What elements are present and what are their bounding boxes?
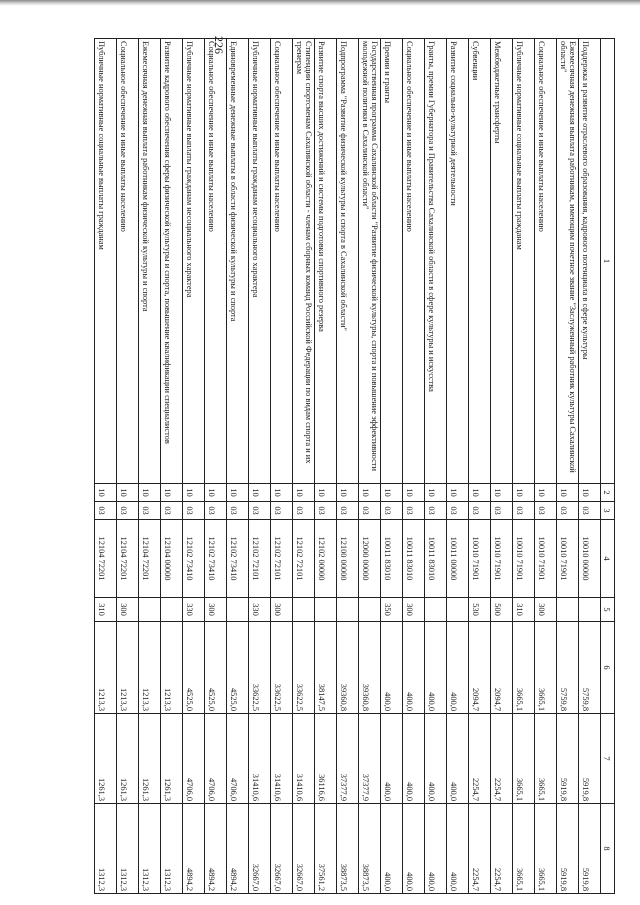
amount-col8: 32667,0 (249, 804, 271, 894)
expense-type-code (447, 598, 469, 622)
amount-col8: 1312,3 (95, 804, 117, 894)
expense-type-code (425, 598, 447, 622)
expense-type-code (359, 598, 381, 622)
amount-col7: 1261,3 (161, 714, 183, 804)
expense-type-code: 500 (491, 598, 513, 622)
table-row (403, 39, 425, 894)
target-article-code: 12102 72101 (293, 520, 315, 598)
table-row (139, 39, 161, 894)
target-article-code: 12102 73410 (205, 520, 227, 598)
expense-type-code: 300 (117, 598, 139, 622)
row-name: Подпрограмма "Развитие физической культуры и спорта в Сахалинской области" (337, 39, 359, 484)
target-article-code: 10010 71901 (557, 520, 579, 598)
table-row (95, 39, 117, 894)
target-article-code: 12104 72201 (95, 520, 117, 598)
amount-col6: 2094,7 (469, 622, 491, 714)
row-name: Развитие кадрового обеспечения сферы физической культуры и спорта, повышение квалификации специалистов (161, 39, 183, 484)
row-name: Ежемесячная денежная выплата работникам физической культуры и спорта (139, 39, 161, 484)
amount-col6: 400,0 (425, 622, 447, 714)
table-row (491, 39, 513, 894)
expense-type-code (315, 598, 337, 622)
section-code: 10 (425, 484, 447, 502)
amount-col7: 4706,0 (227, 714, 249, 804)
subsection-code: 03 (403, 502, 425, 520)
section-code: 10 (579, 484, 601, 502)
section-code: 10 (513, 484, 535, 502)
amount-col6: 1213,3 (117, 622, 139, 714)
row-name: Премии и гранты (381, 39, 403, 484)
amount-col8: 5919,8 (557, 804, 579, 894)
row-name: Развитие социально-культурной деятельности (447, 39, 469, 484)
row-name: Публичные нормативные выплаты гражданам несоциального характера (183, 39, 205, 484)
amount-col7: 4706,0 (183, 714, 205, 804)
row-name: Субвенции (469, 39, 491, 484)
row-name: Ежемесячная денежная выплата работникам, имеющим почетное звание "Заслуженный работник культуры Сахалинской области" (557, 39, 579, 484)
table-body (95, 39, 601, 894)
col-header: 2 (601, 484, 615, 502)
target-article-code: 12102 00000 (315, 520, 337, 598)
subsection-code: 03 (95, 502, 117, 520)
table-row (447, 39, 469, 894)
amount-col8: 4894,2 (205, 804, 227, 894)
col-header: 8 (601, 804, 615, 894)
section-code: 10 (315, 484, 337, 502)
col-header: 1 (601, 39, 615, 484)
amount-col7: 5919,8 (557, 714, 579, 804)
amount-col8: 400,0 (425, 804, 447, 894)
expense-type-code: 310 (513, 598, 535, 622)
row-name: Публичные нормативные выплаты гражданам несоциального характера (249, 39, 271, 484)
amount-col8: 38873,5 (359, 804, 381, 894)
amount-col7: 2254,7 (491, 714, 513, 804)
amount-col7: 400,0 (403, 714, 425, 804)
amount-col6: 1213,3 (161, 622, 183, 714)
amount-col6: 1213,3 (95, 622, 117, 714)
target-article-code: 12100 00000 (337, 520, 359, 598)
section-code: 10 (161, 484, 183, 502)
col-header: 3 (601, 502, 615, 520)
budget-table (94, 38, 615, 894)
target-article-code: 10010 71901 (513, 520, 535, 598)
amount-col6: 400,0 (403, 622, 425, 714)
subsection-code: 03 (425, 502, 447, 520)
amount-col7: 400,0 (425, 714, 447, 804)
target-article-code: 10010 71901 (469, 520, 491, 598)
amount-col8: 1312,3 (117, 804, 139, 894)
target-article-code: 10011 83010 (381, 520, 403, 598)
section-code: 10 (403, 484, 425, 502)
amount-col8: 4894,2 (227, 804, 249, 894)
expense-type-code: 300 (271, 598, 293, 622)
amount-col8: 32667,0 (271, 804, 293, 894)
section-code: 10 (557, 484, 579, 502)
section-code: 10 (227, 484, 249, 502)
row-name: Государственная программа Сахалинской области "Развитие физической культуры, спорта и повышение эффективности молодежной политики в Сахалинской области" (359, 39, 381, 484)
amount-col6: 3665,1 (513, 622, 535, 714)
section-code: 10 (359, 484, 381, 502)
amount-col7: 1261,3 (139, 714, 161, 804)
amount-col7: 37377,9 (337, 714, 359, 804)
row-name: Публичные нормативные социальные выплаты гражданам (95, 39, 117, 484)
subsection-code: 03 (117, 502, 139, 520)
subsection-code: 03 (271, 502, 293, 520)
amount-col7: 4706,0 (205, 714, 227, 804)
amount-col6: 3665,1 (535, 622, 557, 714)
table-row (579, 39, 601, 894)
section-code: 10 (95, 484, 117, 502)
expense-type-code (579, 598, 601, 622)
expense-type-code: 300 (535, 598, 557, 622)
amount-col6: 400,0 (447, 622, 469, 714)
scan-edge (0, 0, 640, 6)
amount-col6: 4525,0 (227, 622, 249, 714)
amount-col7: 1261,3 (95, 714, 117, 804)
expense-type-code (139, 598, 161, 622)
subsection-code: 03 (557, 502, 579, 520)
amount-col8: 2254,7 (469, 804, 491, 894)
target-article-code: 10010 71901 (491, 520, 513, 598)
amount-col6: 38147,5 (315, 622, 337, 714)
section-code: 10 (293, 484, 315, 502)
amount-col7: 36116,6 (315, 714, 337, 804)
amount-col6: 33622,5 (249, 622, 271, 714)
row-name: Публичные нормативные социальные выплаты гражданам (513, 39, 535, 484)
subsection-code: 03 (183, 502, 205, 520)
target-article-code: 12102 73410 (183, 520, 205, 598)
section-code: 10 (117, 484, 139, 502)
row-name: Социальное обеспечение и иные выплаты населению (271, 39, 293, 484)
subsection-code: 03 (293, 502, 315, 520)
amount-col6: 39360,8 (359, 622, 381, 714)
expense-type-code: 310 (95, 598, 117, 622)
header-row (601, 39, 615, 894)
expense-type-code (293, 598, 315, 622)
subsection-code: 03 (249, 502, 271, 520)
table-row (469, 39, 491, 894)
amount-col7: 400,0 (447, 714, 469, 804)
expense-type-code (557, 598, 579, 622)
subsection-code: 03 (491, 502, 513, 520)
amount-col6: 400,0 (381, 622, 403, 714)
section-code: 10 (249, 484, 271, 502)
amount-col6: 2094,7 (491, 622, 513, 714)
table-row (425, 39, 447, 894)
table-row (249, 39, 271, 894)
amount-col8: 400,0 (381, 804, 403, 894)
target-article-code: 12102 72101 (271, 520, 293, 598)
amount-col8: 400,0 (403, 804, 425, 894)
section-code: 10 (535, 484, 557, 502)
expense-type-code: 350 (381, 598, 403, 622)
table-row (337, 39, 359, 894)
amount-col6: 1213,3 (139, 622, 161, 714)
amount-col8: 2254,7 (491, 804, 513, 894)
rotated-page (65, 38, 615, 893)
target-article-code: 10011 83010 (403, 520, 425, 598)
col-header: 7 (601, 714, 615, 804)
table-row (535, 39, 557, 894)
expense-type-code: 530 (469, 598, 491, 622)
row-name: Межбюджетные трансферты (491, 39, 513, 484)
table-row (381, 39, 403, 894)
target-article-code: 10011 83010 (425, 520, 447, 598)
amount-col6: 4525,0 (205, 622, 227, 714)
table-row (117, 39, 139, 894)
subsection-code: 03 (579, 502, 601, 520)
amount-col7: 3665,1 (535, 714, 557, 804)
amount-col8: 1312,3 (139, 804, 161, 894)
subsection-code: 03 (469, 502, 491, 520)
expense-type-code (227, 598, 249, 622)
subsection-code: 03 (337, 502, 359, 520)
table-row (513, 39, 535, 894)
amount-col6: 4525,0 (183, 622, 205, 714)
row-name: Социальное обеспечение и иные выплаты населению (205, 39, 227, 484)
section-code: 10 (183, 484, 205, 502)
section-code: 10 (469, 484, 491, 502)
target-article-code: 12104 72201 (139, 520, 161, 598)
amount-col8: 38873,5 (337, 804, 359, 894)
expense-type-code: 330 (249, 598, 271, 622)
subsection-code: 03 (227, 502, 249, 520)
amount-col7: 5919,8 (579, 714, 601, 804)
section-code: 10 (491, 484, 513, 502)
amount-col7: 3665,1 (513, 714, 535, 804)
amount-col8: 1312,3 (161, 804, 183, 894)
page-number: 226 (212, 36, 226, 54)
amount-col7: 400,0 (381, 714, 403, 804)
amount-col8: 32667,0 (293, 804, 315, 894)
col-header: 5 (601, 598, 615, 622)
section-code: 10 (205, 484, 227, 502)
subsection-code: 03 (447, 502, 469, 520)
row-name: Развитие спорта высших достижений и системы подготовки спортивного резерва (315, 39, 337, 484)
table-row (359, 39, 381, 894)
table-row (205, 39, 227, 894)
expense-type-code: 300 (205, 598, 227, 622)
amount-col6: 33622,5 (271, 622, 293, 714)
row-name: Социальное обеспечение и иные выплаты населению (535, 39, 557, 484)
table-row (315, 39, 337, 894)
amount-col7: 31410,6 (293, 714, 315, 804)
subsection-code: 03 (161, 502, 183, 520)
row-name: Стипендии спортсменам Сахалинской области - членам сборных команд Российской Федерации по видам спорта и их тренерам (293, 39, 315, 484)
subsection-code: 03 (139, 502, 161, 520)
expense-type-code: 300 (403, 598, 425, 622)
expense-type-code: 330 (183, 598, 205, 622)
target-article-code: 10010 71901 (535, 520, 557, 598)
amount-col8: 4894,2 (183, 804, 205, 894)
section-code: 10 (381, 484, 403, 502)
subsection-code: 03 (513, 502, 535, 520)
amount-col7: 31410,6 (249, 714, 271, 804)
target-article-code: 12104 00000 (161, 520, 183, 598)
section-code: 10 (271, 484, 293, 502)
amount-col6: 5759,8 (579, 622, 601, 714)
row-name: Социальное обеспечение и иные выплаты населению (403, 39, 425, 484)
amount-col8: 3665,1 (535, 804, 557, 894)
subsection-code: 03 (535, 502, 557, 520)
target-article-code: 12102 72101 (249, 520, 271, 598)
table-row (183, 39, 205, 894)
amount-col6: 5759,8 (557, 622, 579, 714)
subsection-code: 03 (205, 502, 227, 520)
amount-col8: 5919,8 (579, 804, 601, 894)
target-article-code: 10010 00000 (579, 520, 601, 598)
amount-col7: 1261,3 (117, 714, 139, 804)
expense-type-code (161, 598, 183, 622)
col-header: 4 (601, 520, 615, 598)
amount-col8: 37561,2 (315, 804, 337, 894)
amount-col7: 37377,9 (359, 714, 381, 804)
amount-col6: 39360,8 (337, 622, 359, 714)
table-row (271, 39, 293, 894)
target-article-code: 12000 00000 (359, 520, 381, 598)
table-row (293, 39, 315, 894)
row-name: Социальное обеспечение и иные выплаты населению (117, 39, 139, 484)
amount-col8: 3665,1 (513, 804, 535, 894)
table-row (161, 39, 183, 894)
amount-col7: 2254,7 (469, 714, 491, 804)
section-code: 10 (139, 484, 161, 502)
row-name: Гранты, премии Губернатора и Правительства Сахалинской области в сфере культуры и искусства (425, 39, 447, 484)
section-code: 10 (447, 484, 469, 502)
section-code: 10 (337, 484, 359, 502)
amount-col8: 400,0 (447, 804, 469, 894)
table-row (557, 39, 579, 894)
expense-type-code (337, 598, 359, 622)
amount-col7: 31410,6 (271, 714, 293, 804)
target-article-code: 12104 72201 (117, 520, 139, 598)
target-article-code: 12102 73410 (227, 520, 249, 598)
amount-col6: 33622,5 (293, 622, 315, 714)
row-name: Поддержка и развитие отраслевого образования, кадрового потенциала в сфере культуры (579, 39, 601, 484)
subsection-code: 03 (381, 502, 403, 520)
row-name: Единовременные денежные выплаты в области физической культуры и спорта (227, 39, 249, 484)
subsection-code: 03 (315, 502, 337, 520)
col-header: 6 (601, 622, 615, 714)
table-row (227, 39, 249, 894)
target-article-code: 10011 00000 (447, 520, 469, 598)
subsection-code: 03 (359, 502, 381, 520)
